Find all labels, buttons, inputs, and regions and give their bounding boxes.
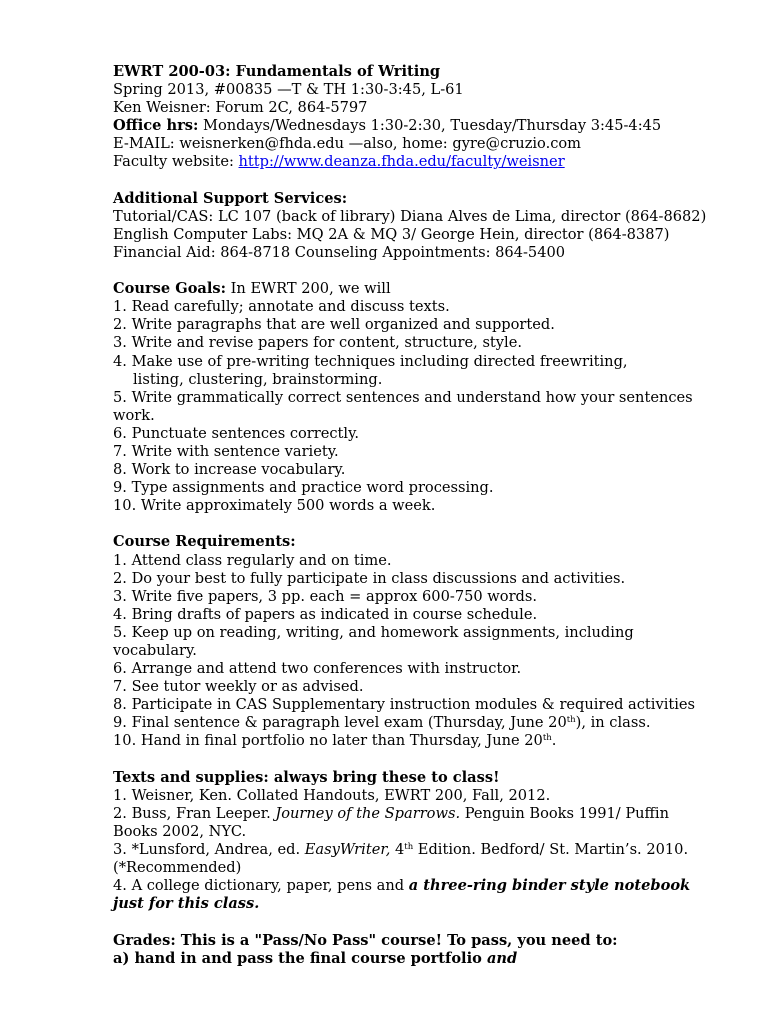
requirement-item bbox=[113, 732, 753, 750]
goal-item: 3. Write and revise papers for content, structure, style. bbox=[113, 334, 522, 352]
faculty-website-link[interactable]: http://www.deanza.fhda.edu/faculty/weisner bbox=[238, 153, 565, 171]
goal-item: 2. Write paragraphs that are well organized and supported. bbox=[113, 316, 555, 334]
course-title: EWRT 200-03: Fundamentals of Writing bbox=[113, 63, 441, 80]
text-item bbox=[113, 805, 753, 823]
ordinal-suffix: th bbox=[404, 842, 414, 853]
requirement-text: 9. Final sentence & paragraph level exam (Thursday, June 20 bbox=[113, 714, 567, 732]
text-item bbox=[113, 877, 753, 895]
requirements-section bbox=[113, 533, 753, 750]
website-label: Faculty website: bbox=[113, 153, 239, 171]
requirement-item-continued: vocabulary. bbox=[113, 642, 197, 659]
text-item: 1. Weisner, Ken. Collated Handouts, EWRT 200, Fall, 2012. bbox=[113, 786, 551, 804]
goals-heading: Course Goals: bbox=[113, 280, 227, 298]
emphasis-text: a three-ring binder style notebook bbox=[408, 877, 691, 895]
text-item-continued: just for this class. bbox=[113, 895, 260, 913]
support-section bbox=[113, 190, 753, 262]
requirement-item: 8. Participate in CAS Supplementary instruction modules & required activities bbox=[113, 696, 696, 714]
book-title: Journey of the Sparrows. bbox=[275, 804, 461, 822]
requirement-item bbox=[113, 714, 753, 732]
goal-item-continued: work. bbox=[113, 406, 155, 424]
book-title: EasyWriter, bbox=[304, 841, 391, 859]
text-item-continued: Books 2002, NYC. bbox=[113, 822, 247, 840]
instructor-info: Ken Weisner: Forum 2C, 864-5797 bbox=[113, 99, 368, 117]
goals-heading-line bbox=[113, 280, 753, 298]
grade-item bbox=[113, 950, 753, 968]
text-item-part: 4. A college dictionary, paper, pens and bbox=[113, 877, 409, 895]
requirement-text: 10. Hand in final portfolio no later than Thursday, June 20 bbox=[113, 732, 543, 750]
goal-item: 7. Write with sentence variety. bbox=[113, 442, 339, 460]
spacer bbox=[113, 913, 753, 931]
requirement-item: 5. Keep up on reading, writing, and homework assignments, including bbox=[113, 623, 634, 641]
goal-item: 10. Write approximately 500 words a week. bbox=[113, 497, 436, 515]
goals-intro: In EWRT 200, we will bbox=[226, 280, 391, 298]
ordinal-suffix: th bbox=[566, 715, 576, 726]
requirement-item: 1. Attend class regularly and on time. bbox=[113, 551, 392, 569]
syllabus bbox=[113, 63, 753, 968]
requirements-heading: Course Requirements: bbox=[113, 533, 296, 551]
header-section bbox=[113, 63, 753, 172]
requirement-text: . bbox=[551, 732, 557, 750]
goal-item: 4. Make use of pre-writing techniques including directed freewriting, bbox=[113, 352, 628, 370]
support-line: Financial Aid: 864-8718 Counseling Appointments: 864-5400 bbox=[113, 243, 566, 261]
term-info: Spring 2013, #00835 —T & TH 1:30-3:45, L-61 bbox=[113, 81, 464, 99]
requirement-item: 7. See tutor weekly or as advised. bbox=[113, 678, 364, 696]
grades-section bbox=[113, 932, 753, 968]
texts-heading: Texts and supplies: always bring these to class! bbox=[113, 768, 500, 786]
website-info bbox=[113, 153, 753, 171]
requirement-item: 2. Do your best to fully participate in class discussions and activities. bbox=[113, 569, 626, 587]
text-item-part: Penguin Books 1991/ Puffin bbox=[460, 804, 669, 822]
goal-item: 8. Work to increase vocabulary. bbox=[113, 461, 346, 479]
text-item-part: 3. *Lunsford, Andrea, ed. bbox=[113, 841, 305, 859]
ordinal-suffix: th bbox=[542, 733, 552, 744]
text-item-continued: (*Recommended) bbox=[113, 859, 242, 877]
goal-item: 5. Write grammatically correct sentences and understand how your sentences bbox=[113, 388, 693, 406]
grade-item-text: a) hand in and pass the final course portfolio bbox=[113, 949, 487, 967]
text-item-part: 4 bbox=[390, 841, 405, 859]
office-hours-label: Office hrs: bbox=[113, 117, 199, 135]
email-info: E-MAIL: weisnerken@fhda.edu —also, home: gyre@cruzio.com bbox=[113, 135, 582, 153]
goal-item: 6. Punctuate sentences correctly. bbox=[113, 424, 360, 442]
support-heading: Additional Support Services: bbox=[113, 189, 348, 207]
text-item-part: 2. Buss, Fran Leeper. bbox=[113, 804, 276, 822]
spacer bbox=[113, 262, 753, 280]
support-line: Tutorial/CAS: LC 107 (back of library) Diana Alves de Lima, director (864-8682) bbox=[113, 207, 707, 225]
spacer bbox=[113, 515, 753, 533]
requirement-item: 3. Write five papers, 3 pp. each = approx 600-750 words. bbox=[113, 587, 538, 605]
text-item-part: Edition. Bedford/ St. Martin’s. 2010. bbox=[413, 841, 689, 859]
requirement-item: 4. Bring drafts of papers as indicated in course schedule. bbox=[113, 605, 538, 623]
spacer bbox=[113, 172, 753, 190]
texts-section bbox=[113, 769, 753, 914]
text-item bbox=[113, 841, 753, 859]
emphasis-text: and bbox=[486, 949, 518, 967]
spacer bbox=[113, 751, 753, 769]
requirement-item: 6. Arrange and attend two conferences with instructor. bbox=[113, 660, 522, 678]
office-hours-value: Mondays/Wednesdays 1:30-2:30, Tuesday/Thursday 3:45-4:45 bbox=[198, 117, 662, 135]
office-hours bbox=[113, 117, 753, 135]
goal-item: 9. Type assignments and practice word processing. bbox=[113, 479, 494, 497]
goal-item-continued: listing, clustering, brainstorming. bbox=[133, 370, 383, 388]
grades-heading: Grades: This is a "Pass/No Pass" course! To pass, you need to: bbox=[113, 931, 618, 949]
goals-section bbox=[113, 280, 753, 515]
goal-item: 1. Read carefully; annotate and discuss texts. bbox=[113, 298, 450, 316]
requirement-text: ), in class. bbox=[575, 714, 651, 732]
support-line: English Computer Labs: MQ 2A & MQ 3/ George Hein, director (864-8387) bbox=[113, 225, 670, 243]
